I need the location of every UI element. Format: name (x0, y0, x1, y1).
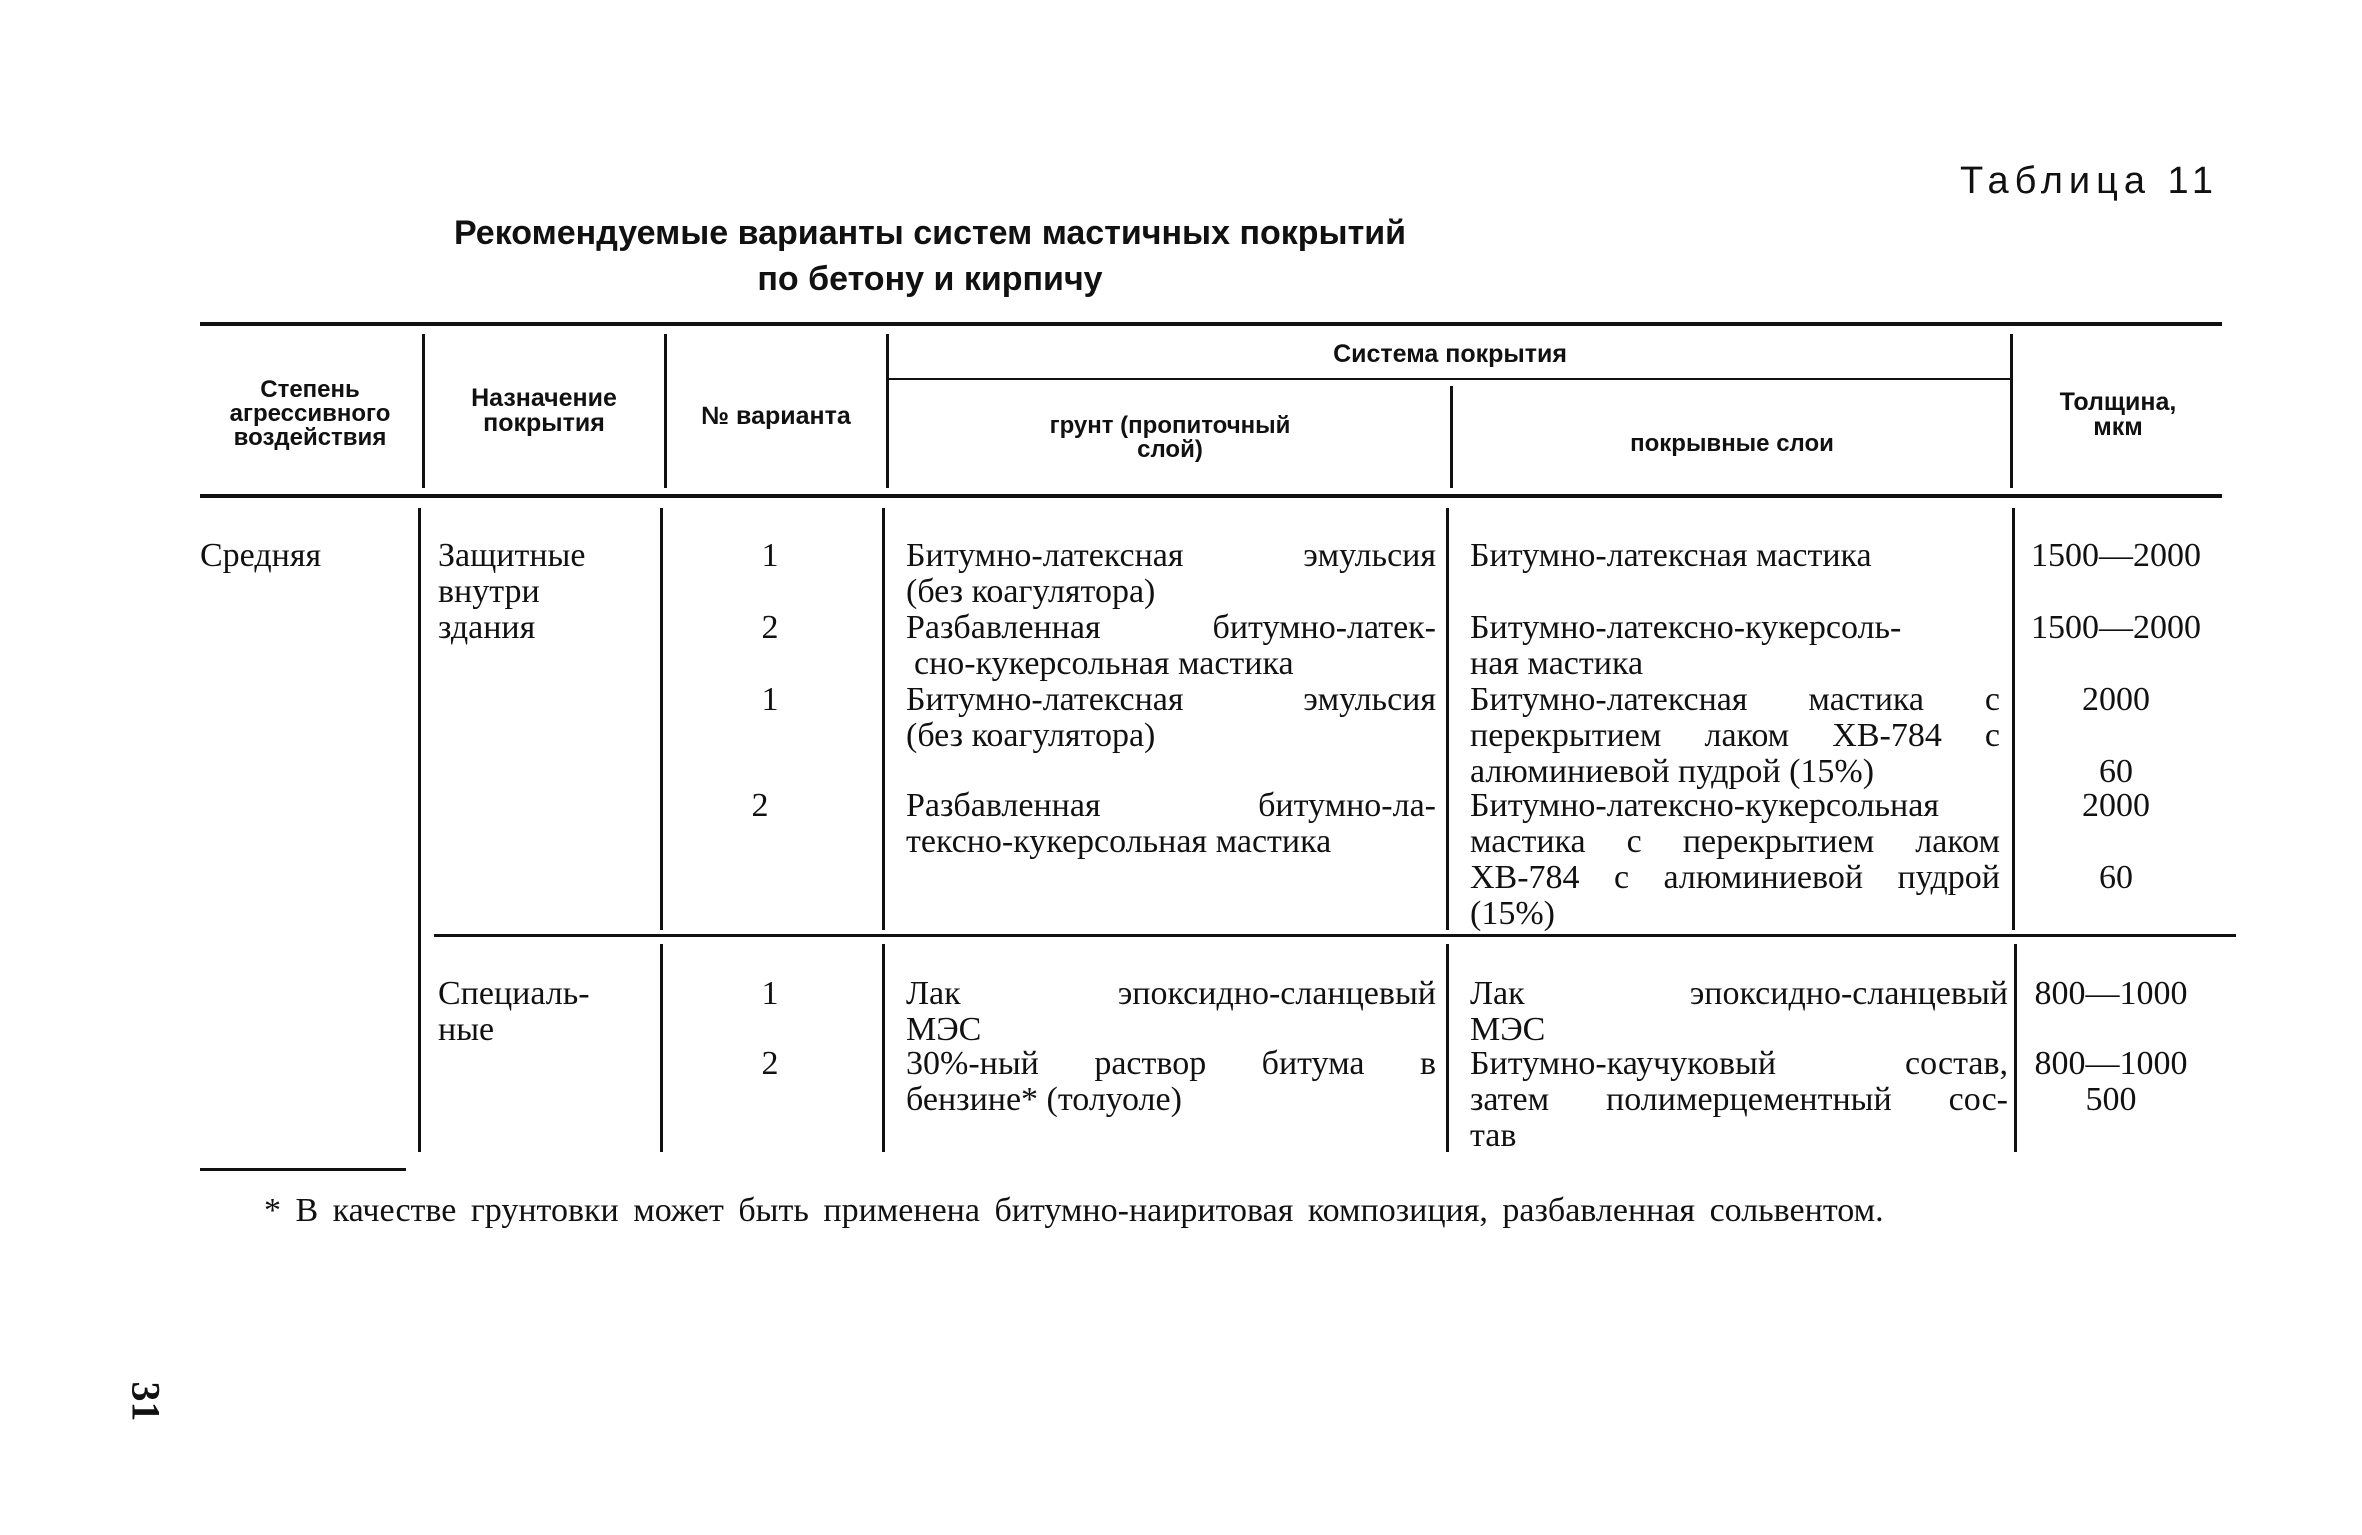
table-row-2-thickness: 1500—2000 (2031, 609, 2201, 646)
table-title-line1: Рекомендуемые варианты систем мастичных покрытий (453, 214, 1407, 252)
table-row-4-primer: Разбавленная битумно-ла- тексно-кукерсольная мастика (906, 787, 1436, 860)
degree-value: Средняя (200, 537, 322, 574)
header-purpose: Назначение покрытия (471, 384, 617, 437)
col-rule-3-body-a (882, 508, 885, 930)
col-rule-2-body-b (660, 944, 663, 1152)
table-row-2-variant: 2 (761, 609, 779, 646)
page-number: 31 (123, 1381, 169, 1422)
table-row-1-variant: 1 (761, 537, 779, 574)
table-row-1-primer: Битумно-латексная эмульсия (без коагулятора) (906, 537, 1436, 610)
table-row-4-variant: 2 (751, 787, 769, 824)
col-rule-5-body-a (2012, 508, 2015, 930)
header-degree: Степень агрессивного воздействия (229, 376, 391, 451)
table-top-rule (200, 322, 2222, 326)
table-row-5-layers: Лак эпоксидно-сланцевый МЭС (1470, 975, 2008, 1048)
col-rule-1 (422, 334, 425, 488)
col-rule-1-body (418, 508, 421, 1152)
header-system: Система покрытия (1333, 340, 1567, 368)
header-variant: № варианта (701, 402, 851, 430)
col-rule-5 (2010, 334, 2013, 488)
footnote: * В качестве грунтовки может быть применена битумно-наиритовая композиция, разбавленная сольвентом. (264, 1192, 1884, 1229)
table-row-4-thickness: 2000 60 (2082, 787, 2150, 896)
table-row-3-layers: Битумно-латексная мастика с перекрытием лаком ХВ-784 с алюминиевой пудрой (15%) (1470, 681, 2000, 790)
table-row-6-variant: 2 (761, 1045, 779, 1082)
table-row-2-layers: Битумно-латексно-кукерсоль- ная мастика (1470, 609, 1902, 682)
table-row-2-primer: Разбавленная битумно-латек- сно-кукерсольная мастика (906, 609, 1436, 682)
col-rule-3 (886, 334, 889, 488)
header-layers: покрывные слои (1630, 430, 1834, 457)
table-row-1-thickness: 1500—2000 (2031, 537, 2201, 574)
col-rule-2 (664, 334, 667, 488)
header-primer: грунт (пропиточный слой) (1049, 412, 1291, 463)
table-row-6-thickness: 800—1000 500 (2034, 1045, 2188, 1118)
col-rule-5-body-b (2014, 944, 2017, 1152)
table-row-5-variant: 1 (761, 975, 779, 1012)
header-thickness: Толщина, мкм (2059, 388, 2177, 441)
system-header-rule (886, 378, 2010, 380)
table-row-6-layers: Битумно-каучуковый состав, затем полимерцементный сос- тав (1470, 1045, 2008, 1154)
table-row-6-primer: 30%-ный раствор битума в бензине* (толуоле) (906, 1045, 1436, 1118)
table-row-5-primer: Лак эпоксидно-сланцевый МЭС (906, 975, 1436, 1048)
table-row-3-variant: 1 (761, 681, 779, 718)
table-row-4-layers: Битумно-латексно-кукерсольная мастика с перекрытием лаком ХВ-784 с алюминиевой пудрой (15%) (1470, 787, 2000, 932)
purpose-protective: Защитные внутри здания (438, 537, 586, 646)
table-row-5-thickness: 800—1000 (2034, 975, 2188, 1012)
footnote-rule (200, 1168, 406, 1171)
header-bottom-rule (200, 494, 2222, 498)
purpose-special: Специаль- ные (438, 975, 590, 1048)
table-title-line2: по бетону и кирпичу (757, 260, 1103, 298)
section-divider-rule (434, 934, 2236, 937)
col-rule-4-body-a (1446, 508, 1449, 930)
table-row-1-layers: Битумно-латексная мастика (1470, 537, 1872, 574)
table-row-3-primer: Битумно-латексная эмульсия (без коагулятора) (906, 681, 1436, 754)
col-rule-4 (1450, 386, 1453, 488)
col-rule-3-body-b (882, 944, 885, 1152)
col-rule-4-body-b (1446, 944, 1449, 1152)
table-number: Таблица 11 (1960, 160, 2219, 202)
col-rule-2-body-a (660, 508, 663, 930)
table-row-3-thickness: 2000 60 (2082, 681, 2150, 790)
